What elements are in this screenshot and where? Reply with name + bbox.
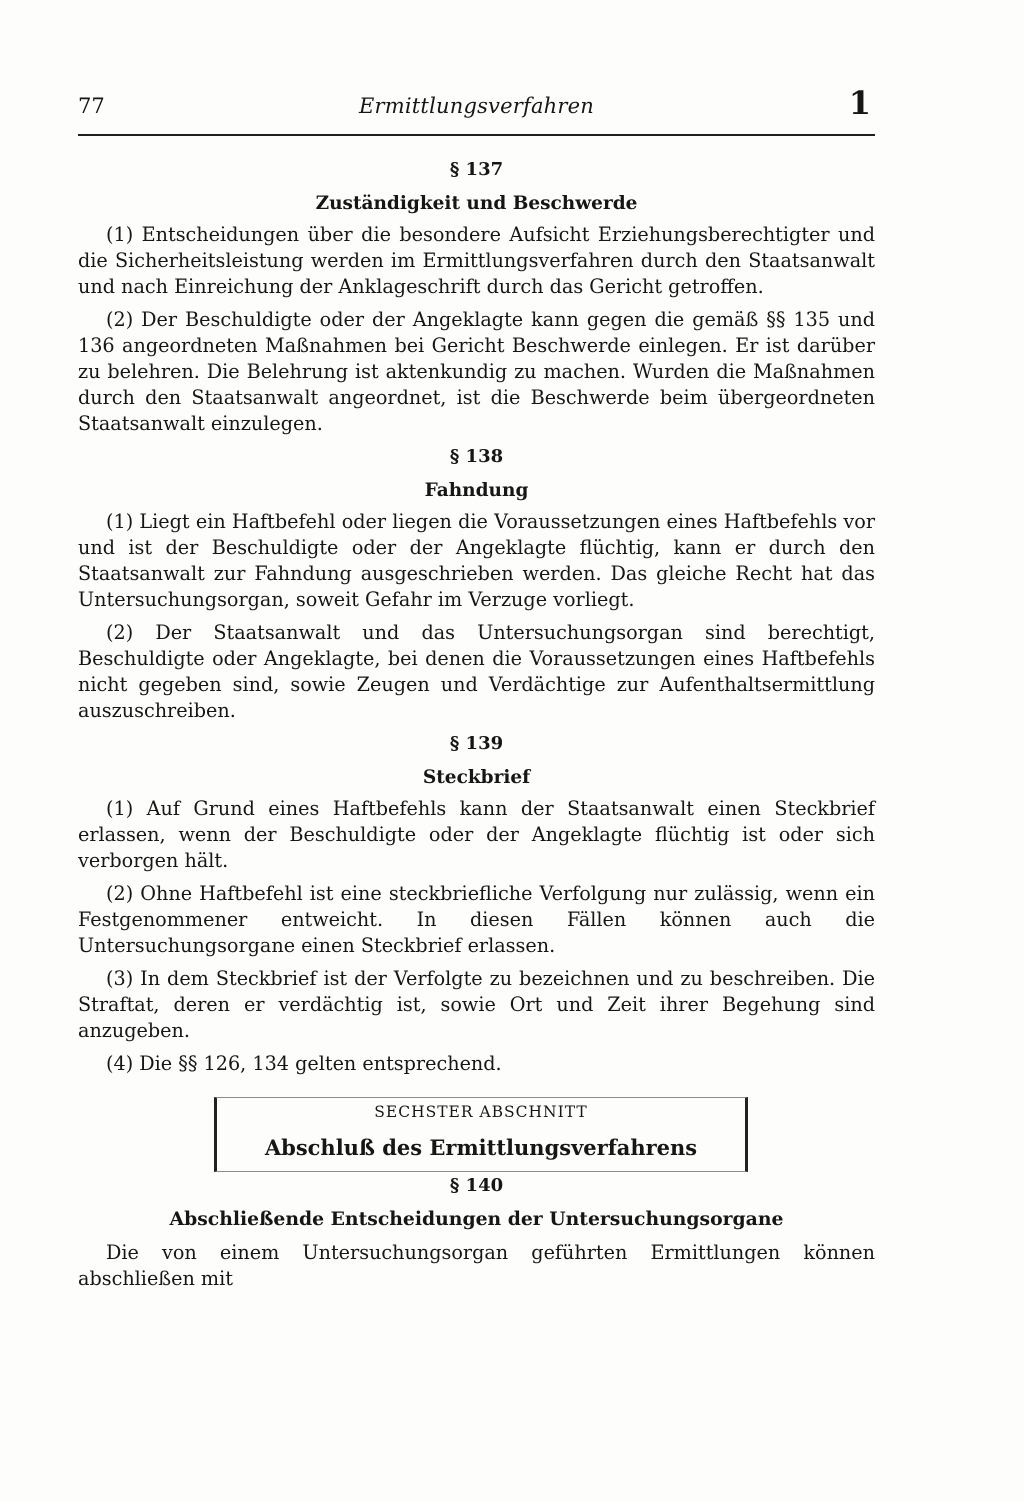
section-title: Fahndung — [424, 480, 529, 501]
part-heading-box — [214, 1097, 748, 1172]
paragraph: (1) Auf Grund eines Haftbefehls kann der Staatsanwalt einen Steckbrief erlassen, wenn der Beschuldigte oder der Angeklagte flüchtig ist oder sich verborgen hält. — [78, 797, 875, 872]
paragraph: (2) Ohne Haftbefehl ist eine steckbriefliche Verfolgung nur zulässig, wenn ein Festgenommener entweicht. In diesen Fällen können auch die Untersuchungsorgane einen Steckbrief erlassen. — [78, 882, 875, 957]
section-title: Zuständigkeit und Beschwerde — [315, 193, 638, 214]
page-number: 77 — [78, 94, 105, 118]
paragraph: (1) Liegt ein Haftbefehl oder liegen die Voraussetzungen eines Haftbefehls vor und ist der Beschuldigte oder der Angeklagte flüchtig, kann er durch den Staatsanwalt zur Fahndung ausgeschrieben werden. Das gleiche Recht hat das Untersuchungsorgan, soweit Gefahr im Verzuge vorliegt. — [78, 510, 875, 611]
header-rule — [78, 134, 875, 136]
part-label: SECHSTER ABSCHNITT — [374, 1103, 588, 1121]
paragraph: (3) In dem Steckbrief ist der Verfolgte zu bezeichnen und zu beschreiben. Die Straftat, deren er verdächtig ist, sowie Ort und Zeit ihrer Begehung sind anzugeben. — [78, 967, 875, 1042]
paragraph: Die von einem Untersuchungsorgan geführten Ermittlungen können abschließen mit — [78, 1241, 875, 1290]
section-137 — [78, 158, 875, 437]
paragraph: (2) Der Beschuldigte oder der Angeklagte kann gegen die gemäß §§ 135 und 136 angeordneten Maßnahmen bei Gericht Beschwerde einlegen. Er ist darüber zu belehren. Die Belehrung ist aktenkundig zu machen. Wurden die Maßnahmen durch den Staatsanwalt angeordnet, ist die Beschwerde beim übergeordneten Staatsanwalt einzulegen. — [78, 308, 875, 435]
section-139 — [78, 732, 875, 1077]
page-header — [78, 84, 875, 132]
paragraph: (1) Entscheidungen über die besondere Aufsicht Erziehungsberechtigter und die Sicherheitsleistung werden im Ermittlungsverfahren durch den Staatsanwalt und nach Einreichung der Anklageschrift durch das Gericht getroffen. — [78, 223, 875, 298]
section-number: § 138 — [449, 446, 504, 467]
section-number: § 137 — [449, 159, 504, 180]
section-140 — [78, 1174, 875, 1292]
section-title: Abschließende Entscheidungen der Untersuchungsorgane — [169, 1208, 784, 1230]
chapter-number: 1 — [848, 84, 871, 122]
part-title: Abschluß des Ermittlungsverfahrens — [264, 1135, 698, 1160]
section-number: § 139 — [449, 733, 504, 754]
section-number: § 140 — [449, 1175, 504, 1196]
paragraph: (2) Der Staatsanwalt und das Untersuchungsorgan sind berechtigt, Beschuldigte oder Angeklagte, bei denen die Voraussetzungen eines Haftbefehls nicht gegeben sind, sowie Zeugen und Verdächtige zur Aufenthaltsermittlung auszuschreiben. — [78, 621, 875, 722]
running-title: Ermittlungsverfahren — [359, 94, 594, 118]
section-138 — [78, 445, 875, 724]
document-body — [78, 150, 875, 1299]
paragraph: (4) Die §§ 126, 134 gelten entsprechend. — [106, 1052, 502, 1075]
section-title: Steckbrief — [422, 767, 531, 788]
